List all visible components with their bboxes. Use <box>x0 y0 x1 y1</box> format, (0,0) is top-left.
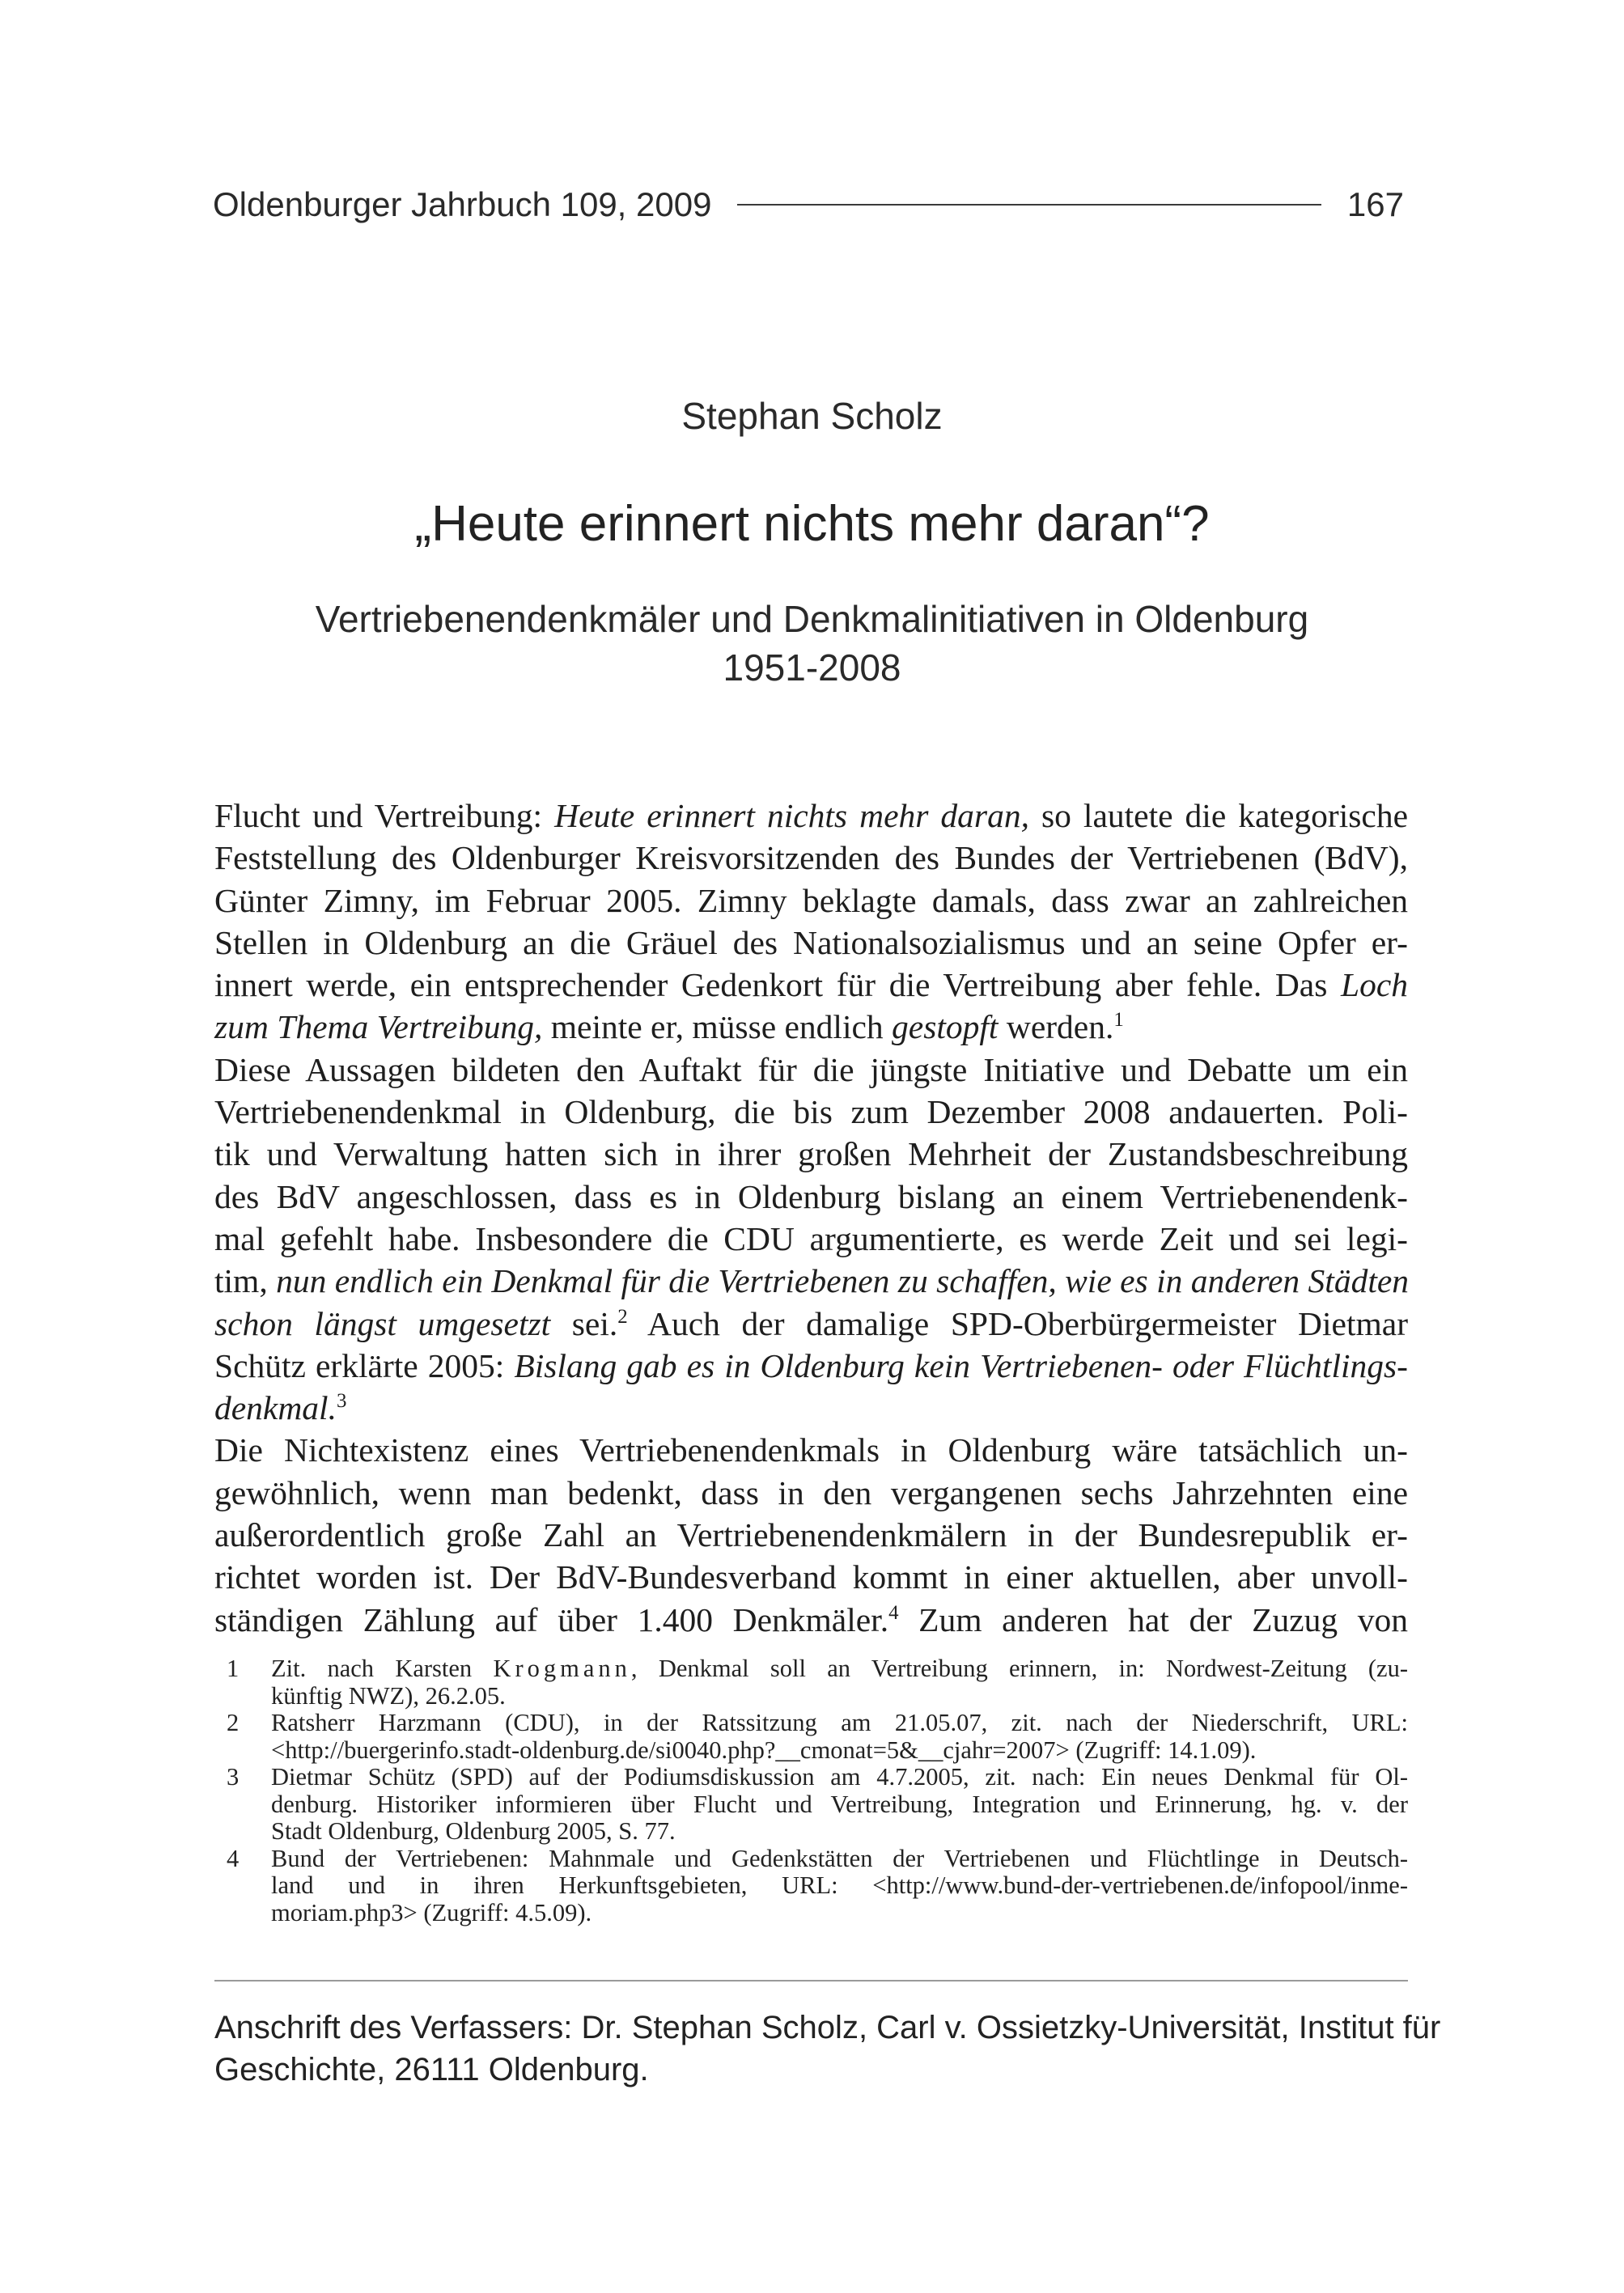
footnote-ref: 2 <box>617 1305 628 1328</box>
italic-phrase: zum Thema Vertreibung, <box>214 1008 543 1046</box>
italic-phrase: Loch <box>1341 966 1408 1004</box>
body-line: tik und Verwaltung hatten sich in ihrer großen Mehrheit der Zustandsbeschreibung <box>214 1135 1408 1173</box>
body-line: Stellen in Oldenburg an die Gräuel des Nationalsozialismus und an seine Opfer er- <box>214 923 1408 961</box>
subtitle-line: Vertriebenendenkmäler und Denkmalinitiativen in Oldenburg <box>315 598 1309 640</box>
body-line: schon längst umgesetzt sei.$^2$ Auch der damalige SPD-Oberbürgermeister Dietmar <box>214 1304 1409 1342</box>
footnotes <box>227 1655 1408 1926</box>
body-text <box>214 795 1408 1641</box>
address-line: Geschichte, 26111 Oldenburg. <box>214 2052 649 2087</box>
italic-phrase: gestopft <box>892 1008 999 1046</box>
footnote-ref: 1 <box>1113 1009 1124 1032</box>
body-line: innert werde, ein entsprechender Gedenkort für die Vertreibung aber fehle. Das Loch <box>214 966 1408 1004</box>
footnote-text <box>271 1846 1408 1927</box>
address-divider <box>214 1980 1408 1981</box>
italic-phrase: Heute erinnert nichts mehr daran, <box>554 797 1029 834</box>
body-line <box>214 1387 1408 1429</box>
body-line: Vertriebenendenkmal in Oldenburg, die bis zum Dezember 2008 andauerten. Poli- <box>214 1093 1408 1131</box>
footnote-text <box>271 1710 1408 1764</box>
body-line: des BdV angeschlossen, dass es in Oldenburg bislang an einem Vertriebenendenk- <box>214 1177 1408 1215</box>
body-line: Diese Aussagen bildeten den Auftakt für die jüngste Initiative und Debatte um ein <box>214 1050 1408 1088</box>
footnote <box>227 1764 1408 1846</box>
footnote-number: 2 <box>227 1709 240 1736</box>
italic-phrase: schon längst umgesetzt <box>214 1304 551 1342</box>
body-line: richtet worden ist. Der BdV-Bundesverband kommt in einer aktuellen, aber unvoll- <box>214 1558 1408 1596</box>
paragraph-1 <box>214 795 1408 1049</box>
paragraph-3 <box>214 1429 1408 1640</box>
footnote-line: <http://buergerinfo.stadt-oldenburg.de/si0040.php?__cmonat=5&__cjahr=2007> (Zugriff: 14.1.09). <box>271 1736 1257 1764</box>
body-line: Feststellung des Oldenburger Kreisvorsitzenden des Bundes der Vertriebenen (BdV), <box>214 839 1408 877</box>
footnote <box>227 1710 1408 1764</box>
header-rule <box>737 204 1321 206</box>
body-line: ständigen Zählung auf über 1.400 Denkmäler.$^4$ Zum anderen hat der Zuzug von <box>214 1600 1408 1638</box>
footnote-line: Dietmar Schütz (SPD) auf der Podiumsdiskussion am 4.7.2005, zit. nach: Ein neues Denkmal für Ol- <box>271 1763 1408 1791</box>
body-line: mal gefehlt habe. Insbesondere die CDU argumentierte, es werde Zeit und sei legi- <box>214 1219 1408 1257</box>
footnote-number: 4 <box>227 1844 240 1872</box>
body-line: Flucht und Vertreibung: Heute erinnert nichts mehr daran, so lautete die kategorische <box>214 797 1408 834</box>
footnote-ref: 4 <box>888 1601 899 1624</box>
footnote-ref: 3 <box>336 1390 347 1413</box>
subtitle-years: 1951-2008 <box>723 646 901 689</box>
address-line: Anschrift des Verfassers: Dr. Stephan Scholz, Carl v. Ossietzky-Universität, Institut für <box>214 2010 1441 2045</box>
footnote-line: Stadt Oldenburg, Oldenburg 2005, S. 77. <box>271 1817 676 1845</box>
footnote <box>227 1655 1408 1710</box>
body-line: außerordentlich große Zahl an Vertriebenendenkmälern in der Bundesrepublik er- <box>214 1516 1408 1554</box>
italic-phrase: Bislang gab es in Oldenburg kein Vertriebenen- oder Flüchtlings- <box>514 1346 1408 1384</box>
paragraph-2 <box>214 1049 1408 1430</box>
body-line: tim, nun endlich ein Denkmal für die Vertriebenen zu schaffen, wie es in anderen Städten <box>214 1262 1410 1300</box>
footnote-line: moriam.php3> (Zugriff: 4.5.09). <box>271 1898 592 1926</box>
article-author: Stephan Scholz <box>681 395 943 437</box>
body-line: gewöhnlich, wenn man bedenkt, dass in den vergangenen sechs Jahrzehnten eine <box>214 1473 1408 1511</box>
footnote-line: Zit. nach Karsten Krogmann, Denkmal soll an Vertreibung erinnern, in: Nordwest-Zeitung (zu- <box>271 1655 1408 1682</box>
running-header <box>213 176 1410 233</box>
body-line: Schütz erklärte 2005: Bislang gab es in Oldenburg kein Vertriebenen- oder Flüchtlings- <box>214 1346 1408 1384</box>
footnote-number: 3 <box>227 1763 240 1791</box>
footnote-line: künftig NWZ), 26.2.05. <box>271 1681 506 1710</box>
article-subtitle <box>0 595 1624 692</box>
footnote-line: Ratsherr Harzmann (CDU), in der Ratssitzung am 21.05.07, zit. nach der Niederschrift, URL: <box>271 1709 1408 1736</box>
footnote-line: Bund der Vertriebenen: Mahnmale und Gedenkstätten der Vertriebenen und Flüchtlinge in Deutsch- <box>271 1844 1408 1872</box>
footnote-number: 1 <box>227 1655 240 1682</box>
italic-phrase: denkmal. <box>214 1389 337 1427</box>
article-title: „Heute erinnert nichts mehr daran“? <box>414 496 1210 552</box>
footnote-line: land und in ihren Herkunftsgebieten, URL: <http://www.bund-der-vertriebenen.de/infopool/inme- <box>271 1871 1408 1899</box>
body-line: zum Thema Vertreibung, meinte er, müsse endlich gestopft werden.$^1$ <box>214 1008 1124 1046</box>
italic-phrase: nun endlich ein Denkmal für die Vertriebenen zu schaffen, wie es in anderen Städten <box>276 1262 1410 1300</box>
footnote-line: denburg. Historiker informieren über Flucht und Vertreibung, Integration und Erinnerung, hg. v. der <box>271 1790 1408 1818</box>
body-line: Günter Zimny, im Februar 2005. Zimny beklagte damals, dass zwar an zahlreichen <box>214 881 1408 919</box>
body-line: Die Nichtexistenz eines Vertriebenendenkmals in Oldenburg wäre tatsächlich un- <box>214 1431 1408 1469</box>
footnote-text <box>271 1764 1408 1846</box>
spaced-name: Krogmann <box>493 1655 631 1682</box>
footnote-text <box>271 1655 1408 1710</box>
author-address <box>214 2007 1441 2091</box>
footnote <box>227 1846 1408 1927</box>
journal-title: Oldenburger Jahrbuch 109, 2009 <box>213 185 712 223</box>
page-number: 167 <box>1346 185 1404 223</box>
